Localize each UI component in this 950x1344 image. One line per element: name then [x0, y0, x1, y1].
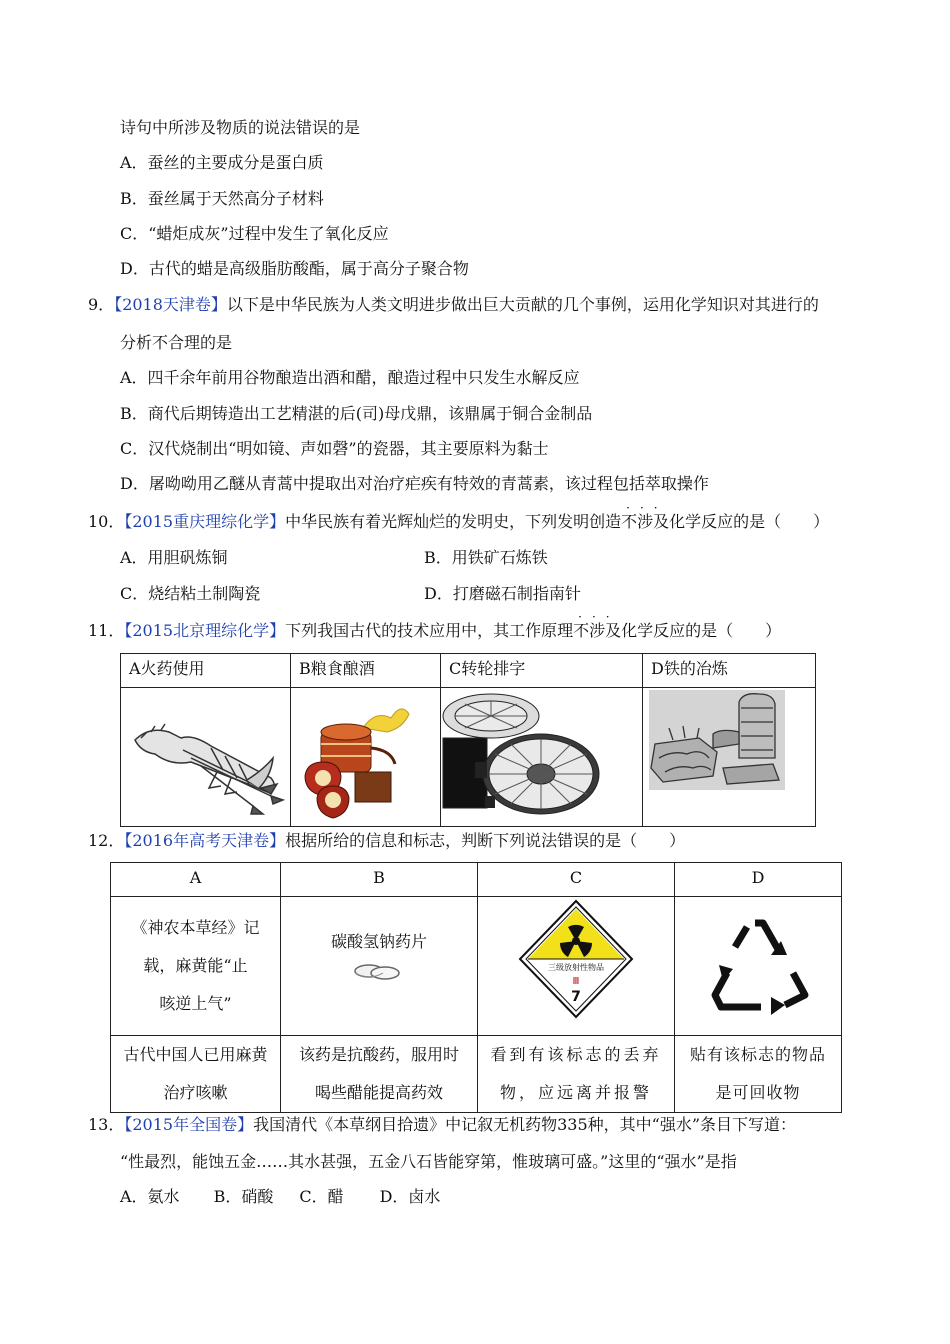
q9-option-d: D．屠呦呦用乙醚从青蒿中提取出对治疗疟疾有特效的青蒿素，该过程包括萃取操作: [120, 474, 709, 493]
q11-header-b: B粮食酿酒: [299, 659, 375, 678]
q12-conclusion-c-line2: 物，应远离并报警: [499, 1083, 652, 1102]
q10-stem-em: 不涉及: [621, 512, 670, 531]
q12-a-info-line3: 咳逆上气”: [159, 994, 232, 1013]
rotating-type-wheel-image: [441, 688, 642, 826]
q11-source-tag: 【2015北京理综化学】: [124, 621, 286, 640]
q12-conclusion-d-line1: 贴有该标志的物品: [689, 1045, 826, 1064]
q10-option-a: A．用胆矾炼铜: [120, 548, 228, 567]
q12-conclusion-b: [281, 1036, 477, 1112]
q11-emphasis: [573, 610, 622, 641]
q12-number: 12．: [88, 831, 125, 850]
q10-emphasis: [621, 501, 670, 532]
q12-stem: [88, 831, 685, 851]
q10-stem: [88, 501, 830, 532]
q12-conclusion-b-line1: 该药是抗酸药，服用时: [298, 1045, 459, 1064]
q9-source-tag: 【2018天津卷】: [114, 295, 227, 314]
radioactive-hazard-sign: [478, 897, 674, 1035]
q9-stem-line2: 分析不合理的是: [120, 333, 233, 352]
q10-stem-b: 化学反应的是（ ）: [669, 512, 830, 531]
q12-a-info-line1: 《神农本草经》记: [131, 918, 260, 937]
hazard-class-text: Ⅲ: [572, 976, 580, 987]
q11-number: 11．: [88, 621, 125, 640]
q13-options: [120, 1187, 440, 1207]
q12-conclusion-d: [675, 1036, 841, 1112]
q12-conclusion-a-line2: 治疗咳嗽: [163, 1083, 228, 1102]
q13-number: 13．: [88, 1115, 125, 1134]
q9-stem: 以下是中华民族为人类文明进步做出巨大贡献的几个事例，运用化学知识对其进行的: [226, 295, 819, 314]
q9-option-c: C．汉代烧制出“明如镜、声如磬”的瓷器，其主要原料为黏士: [120, 439, 549, 458]
q12-table: [110, 862, 842, 1113]
q9-number: 9．: [88, 295, 115, 314]
q11-stem: [88, 610, 782, 641]
q12-header-b: B: [373, 868, 385, 887]
q13-option-b: B．硝酸: [213, 1187, 274, 1206]
q12-b-info: 碳酸氢钠药片: [330, 932, 427, 951]
q10-source-tag: 【2015重庆理综化学】: [124, 512, 286, 531]
q9-option-b: B．商代后期铸造出工艺精湛的后(司)母戊鼎，该鼎属于铜合金制品: [120, 404, 593, 423]
q9-option-a: A．四千余年前用谷物酿造出酒和醋，酿造过程中只发生水解反应: [120, 368, 580, 387]
recycle-icon: [675, 897, 841, 1035]
emphasis-dots: ···: [626, 501, 668, 515]
q11-stem-em: 不涉及: [573, 621, 622, 640]
q12-conclusion-d-line2: 是可回收物: [715, 1083, 801, 1102]
q11-table: [120, 653, 816, 827]
q11-header-d: D铁的冶炼: [651, 659, 728, 678]
q11-stem-a: 下列我国古代的技术应用中，其工作原理: [285, 621, 574, 640]
gunpowder-rocket-image: [121, 688, 290, 826]
q12-conclusion-a-line1: 古代中国人已用麻黄: [123, 1045, 268, 1064]
q10-option-b: B．用铁矿石炼铁: [424, 548, 548, 567]
q12-a-info: [111, 909, 280, 1023]
q11-header-c: C转轮排字: [449, 659, 526, 678]
q12-a-info-line2: 载，麻黄能“止: [143, 956, 248, 975]
emphasis-dots: ···: [578, 610, 620, 624]
q12-source-tag: 【2016年高考天津卷】: [124, 831, 286, 850]
q12-conclusion-b-line2: 喝些醋能提高药效: [314, 1083, 443, 1102]
q13-option-d: D．卤水: [379, 1187, 441, 1206]
q12-header-c: C: [569, 868, 583, 887]
tablet-pills-image: [281, 957, 477, 997]
q8-option-b: B．蚕丝属于天然高分子材料: [120, 189, 324, 208]
q13-stem-line2: “性最烈，能蚀五金……其水甚强，五金八石皆能穿第，惟玻璃可盛。”这里的“强水”是指: [120, 1152, 737, 1171]
q10-number: 10．: [88, 512, 125, 531]
q13-stem-text: 我国清代《本草纲目拾遗》中记叙无机药物335种，其中“强水”条目下写道：: [253, 1115, 797, 1134]
iron-smelting-image: [643, 688, 815, 826]
hazard-label-text: 三级放射性物品: [548, 963, 604, 972]
hazard-number-text: 7: [571, 989, 581, 1005]
q12-header-d: D: [751, 868, 765, 887]
q10-stem-a: 中华民族有着光辉灿烂的发明史，下列发明创造: [285, 512, 622, 531]
q9-stem-line1: [88, 295, 819, 315]
grain-wine-brewing-image: [291, 688, 440, 826]
q8-option-d: D．古代的蜡是高级脂肪酸酯，属于高分子聚合物: [120, 259, 469, 278]
q8-stem: 诗句中所涉及物质的说法错误的是: [120, 118, 361, 137]
q13-stem-line1: [88, 1115, 796, 1135]
q12-conclusion-a: [111, 1036, 280, 1112]
q8-option-a: A．蚕丝的主要成分是蛋白质: [120, 153, 324, 172]
q13-option-a: A．氨水: [120, 1187, 180, 1206]
q12-header-a: A: [189, 868, 202, 887]
q13-source-tag: 【2015年全国卷】: [124, 1115, 254, 1134]
q12-stem-text: 根据所给的信息和标志，判断下列说法错误的是（ ）: [285, 831, 686, 850]
q10-option-c: C．烧结粘土制陶瓷: [120, 584, 261, 603]
q10-option-d: D．打磨磁石制指南针: [424, 584, 581, 603]
q11-stem-b: 化学反应的是（ ）: [621, 621, 782, 640]
q8-option-c: C．“蜡炬成灰”过程中发生了氧化反应: [120, 224, 389, 243]
q12-conclusion-c-line1: 看到有该标志的丢弃: [490, 1045, 662, 1064]
q12-conclusion-c: [478, 1036, 674, 1112]
q13-option-c: C．醋: [299, 1187, 344, 1206]
q11-header-a: A火药使用: [129, 659, 205, 678]
